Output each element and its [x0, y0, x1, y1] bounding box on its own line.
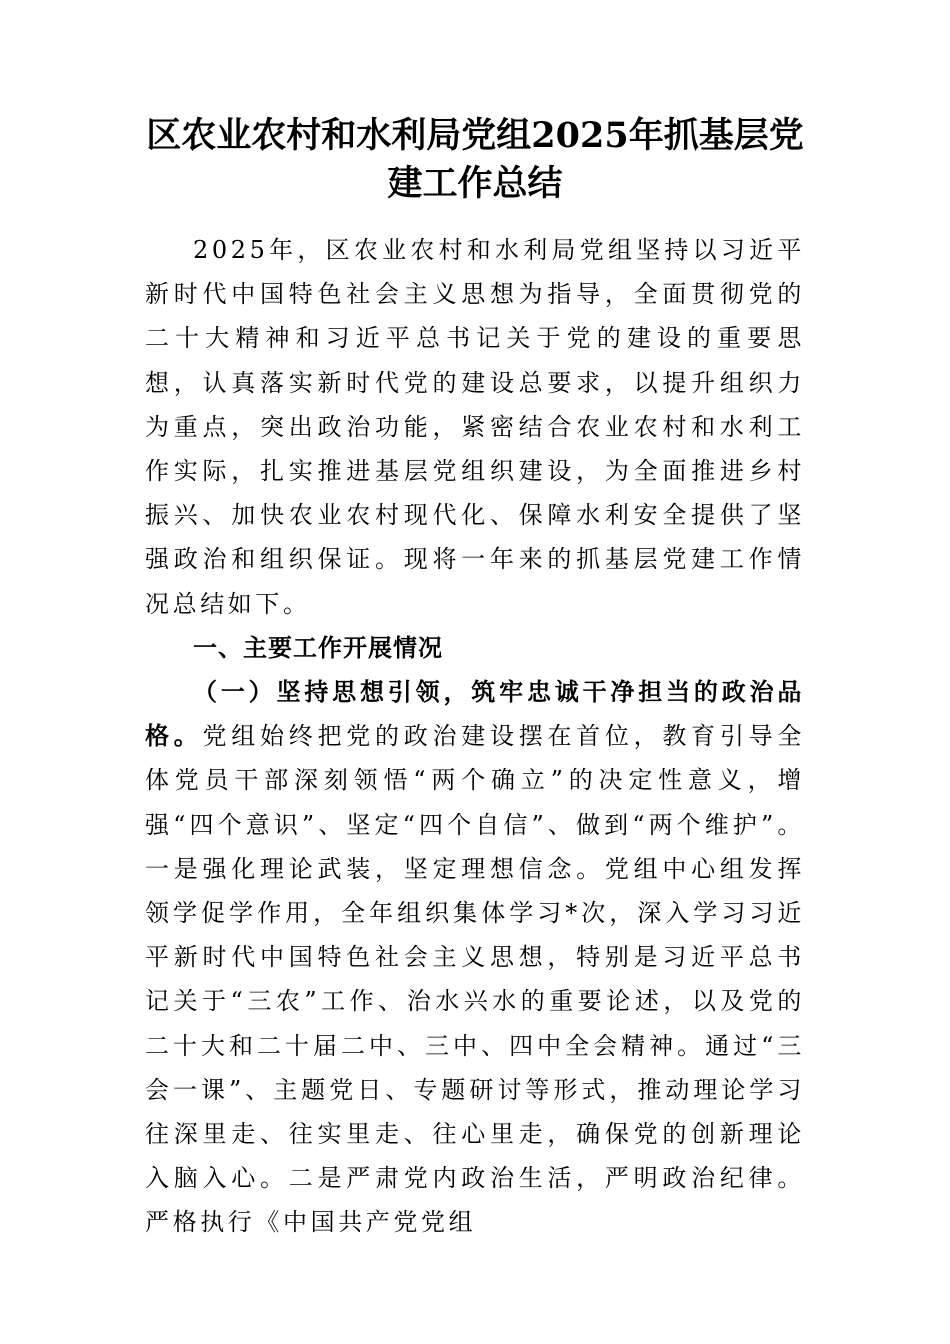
section-heading-main-work: 一、主要工作开展情况: [193, 633, 443, 662]
intro-paragraph: 2025年，区农业农村和水利局党组坚持以习近平新时代中国特色社会主义思想为指导，全面贯彻党的二十大精神和习近平总书记关于党的建设的重要思想，认真落实新时代党的建设总要求，以提升组织力为重点，突出政治功能，紧密结合农业农村和水利工作实际，扎实推进基层党组织建设，为全面推进乡村振兴、加快农业农村现代化、保障水利安全提供了坚强政治和组织保证。现将一年来的抓基层党建工作情况总结如下。: [145, 236, 805, 618]
subsection-heading-ideological-guidance: （一）坚持思想引领，筑牢忠诚干净担当的政治品格。: [145, 677, 805, 751]
document-body: [145, 228, 805, 1245]
subsection-body-ideological-guidance: 党组始终把党的政治建设摆在首位，教育引导全体党员干部深刻领悟“两个确立”的决定性意义，增强“四个意识”、坚定“四个自信”、做到“两个维护”。一是强化理论武装，坚定理想信念。党组中心组发挥领学促学作用，全年组织集体学习*次，深入学习习近平新时代中国特色社会主义思想，特别是习近平总书记关于“三农”工作、治水兴水的重要论述，以及党的二十大和二十届二中、三中、四中全会精神。通过“三会一课”、主题党日、专题研讨等形式，推动理论学习往深里走、往实里走、往心里走，确保党的创新理论入脑入心。二是严肃党内政治生活，严明政治纪律。严格执行《中国共产党党组: [145, 722, 805, 1237]
subsection-paragraph-ideological-guidance: [145, 670, 805, 1245]
document-title: 区农业农村和水利局党组2025年抓基层党建工作总结: [146, 115, 804, 204]
